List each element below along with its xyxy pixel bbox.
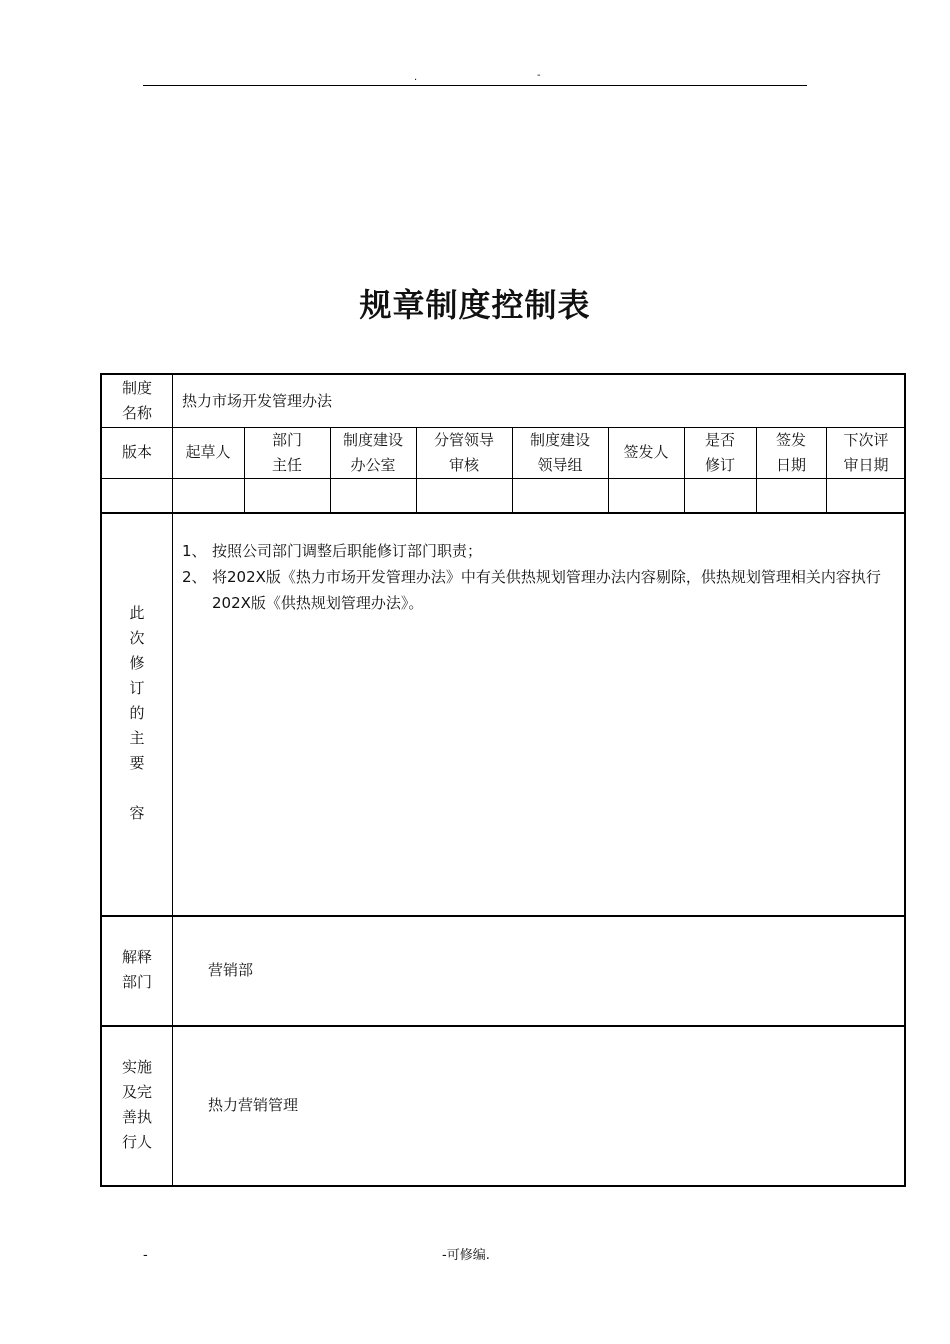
- revision-label: 此 次 修 订 的 主 要 容: [129, 604, 145, 822]
- control-table: [100, 373, 906, 1187]
- col-dept-director: 部门 主任: [271, 430, 302, 474]
- footer-mark-left: -: [143, 1248, 148, 1263]
- list-item-text: 将202X版《热力市场开发管理办法》中有关供热规划管理办法内容剔除，供热规划管理相关内容执行202X版《供热规划管理办法》。: [212, 568, 881, 612]
- interpret-dept-value: 营销部: [208, 960, 254, 979]
- col-system-office: 制度建设 办公室: [342, 430, 403, 474]
- revision-content: [182, 538, 906, 616]
- col-leader-review: 分管领导 审核: [433, 430, 494, 474]
- header-rule: [143, 85, 807, 86]
- name-value: 热力市场开发管理办法: [182, 391, 333, 410]
- header-mark-right: -: [537, 70, 541, 81]
- col-issuer: 签发人: [623, 443, 669, 461]
- executor-value: 热力营销管理: [208, 1095, 299, 1114]
- col-issue-date: 签发 日期: [775, 430, 806, 474]
- col-drafter: 起草人: [185, 443, 231, 461]
- list-item-number: 1、: [182, 542, 207, 560]
- header-mark-left: .: [414, 72, 418, 83]
- list-item: [182, 538, 906, 564]
- name-label: 制度 名称: [121, 379, 152, 422]
- col-leading-group: 制度建设 领导组: [529, 430, 590, 474]
- page-title: 规章制度控制表: [359, 286, 591, 324]
- footer-text: -可修编.: [442, 1248, 490, 1263]
- executor-label: 实施 及完 善执 行人: [121, 1058, 152, 1151]
- interpret-dept-label: 解释 部门: [121, 948, 152, 991]
- col-revised: 是否 修订: [704, 430, 735, 474]
- row-divider: [102, 512, 906, 514]
- list-item: [182, 564, 906, 616]
- table-row: [102, 478, 906, 512]
- col-version: 版本: [121, 443, 152, 461]
- col-next-review-date: 下次评 审日期: [843, 430, 889, 474]
- list-item-text: 按照公司部门调整后职能修订部门职责；: [212, 542, 483, 560]
- list-item-number: 2、: [182, 568, 207, 586]
